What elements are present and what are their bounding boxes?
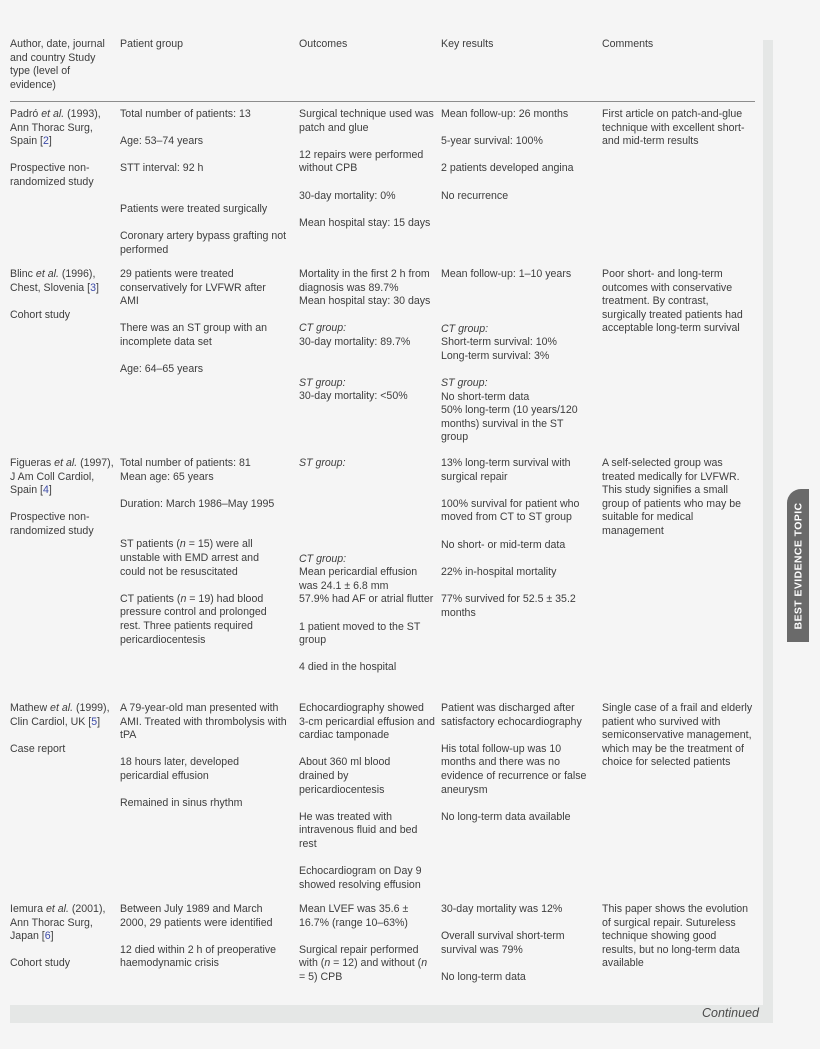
study-type: Cohort study	[10, 308, 71, 321]
outcomes-cell: ST group: CT group: Mean pericardial effusion was 24.1 ± 6.8 mm 57.9% had AF or atrial flutter 1 patient moved to the ST group 4 died in the hospital	[299, 457, 434, 674]
header-key-results: Key results	[441, 38, 494, 50]
author-cell: Figueras et al. (1997), J Am Coll Cardiol, Spain [4] Prospective non-randomized study	[10, 457, 114, 537]
study-type: Case report	[10, 742, 66, 755]
outcomes-cell: Mortality in the first 2 h from diagnosis was 89.7% Mean hospital stay: 30 days CT group: 30-day mortality: 89.7% ST group: 30-day mortality: <50%	[299, 268, 431, 403]
header-author: Author, date, journal and country Study type (level of evidence)	[10, 38, 105, 91]
study-type: Prospective non-randomized study	[10, 162, 94, 188]
outcomes-cell: Surgical technique used was patch and glue 12 repairs were performed without CPB 30-day mortality: 0% Mean hospital stay: 15 days	[299, 108, 434, 229]
header-outcomes: Outcomes	[299, 38, 348, 50]
continued-label: Continued	[702, 1006, 759, 1020]
reference-link[interactable]: 2	[42, 135, 49, 148]
patient-group-cell: 29 patients were treated conservatively for LVFWR after AMI There was an ST group with an incomplete data set Age: 64–65 years	[120, 268, 268, 376]
comments-cell: First article on patch-and-glue technique with excellent short- and mid-term results	[602, 108, 745, 148]
key-results-cell: 13% long-term survival with surgical repair 100% survival for patient who moved from CT to ST group No short- or mid-term data 22% in-hospital mortality 77% survived for 52.5 ± 35.2 months	[441, 457, 580, 619]
outcomes-cell: Echocardiography showed 3-cm pericardial effusion and cardiac tamponade About 360 ml blood drained by pericardiocentesis He was treated with intravenous fluid and bed rest Echocardiogram on Day 9 showed resolving effusion	[299, 702, 435, 891]
study-type: Cohort study	[10, 957, 71, 970]
header-divider	[10, 101, 755, 102]
patient-group-cell: Total number of patients: 81 Mean age: 65 years Duration: March 1986–May 1995 ST patients (n = 15) were all unstable with EMD arrest and could not be resuscitated CT patients (n = 19) had blood pressure control and prolonged rest. Three patients required pericardiocentesis	[120, 457, 275, 646]
header-comments: Comments	[602, 38, 654, 50]
reference-link[interactable]: 3	[90, 281, 96, 294]
patient-group-cell: A 79-year-old man presented with AMI. Treated with thrombolysis with tPA 18 hours later, developed pericardial effusion Remained in sinus rhythm	[120, 702, 287, 810]
study-type: Prospective non-randomized study	[10, 511, 94, 537]
patient-group-cell: Total number of patients: 13 Age: 53–74 years STT interval: 92 h Patients were treated surgically Coronary artery bypass grafting not performed	[120, 108, 287, 256]
key-results-cell: Mean follow-up: 1–10 years CT group: Short-term survival: 10% Long-term survival: 3% ST group: No short-term data 50% long-term (10 years/120 months) survival in the ST group	[441, 268, 578, 444]
key-results-cell: Patient was discharged after satisfactory echocardiography His total follow-up was 10 months and there was no evidence of recurrence or false aneurysm No long-term data available	[441, 702, 587, 823]
patient-group-cell: Between July 1989 and March 2000, 29 patients were identified 12 died within 2 h of preoperative haemodynamic crisis	[120, 903, 277, 970]
author-cell: Iemura et al. (2001), Ann Thorac Surg, Japan [6] Cohort study	[10, 903, 114, 971]
page-margin-bar	[763, 40, 773, 1023]
key-results-cell: 30-day mortality was 12% Overall survival short-term survival was 79% No long-term data	[441, 903, 565, 983]
author-cell: Padró et al. (1993), Ann Thorac Surg, Spain [2] Prospective non-randomized study	[10, 108, 114, 190]
best-evidence-topic-tab	[787, 489, 809, 642]
comments-cell: A self-selected group was treated medically for LVFWR. This study signifies a small group of patients who may be suitable for medical management	[602, 457, 741, 537]
table-footer	[10, 1005, 773, 1023]
reference-link[interactable]: 5	[91, 715, 98, 728]
reference-link[interactable]: 6	[44, 930, 51, 943]
side-tab-label: BEST EVIDENCE TOPIC	[792, 501, 805, 630]
key-results-cell: Mean follow-up: 26 months 5-year survival: 100% 2 patients developed angina No recurrence	[441, 108, 574, 202]
outcomes-cell: Mean LVEF was 35.6 ± 16.7% (range 10–63%) Surgical repair performed with (n = 12) and without (n = 5) CPB	[299, 903, 428, 983]
comments-cell: This paper shows the evolution of surgical repair. Sutureless technique showing good results, but no long-term data available	[602, 903, 749, 970]
comments-cell: Poor short- and long-term outcomes with conservative treatment. By contrast, surgically treated patients had acceptable long-term survival	[602, 268, 743, 335]
comments-cell: Single case of a frail and elderly patient who survived with semiconservative management, which may be the treatment of choice for selected patients	[602, 702, 753, 769]
reference-link[interactable]: 4	[42, 484, 49, 497]
author-cell: Mathew et al. (1999), Clin Cardiol, UK [5] Case report	[10, 702, 114, 756]
header-patient-group: Patient group	[120, 38, 184, 50]
author-cell: Blinc et al. (1996), Chest, Slovenia [3] Cohort study	[10, 268, 114, 322]
